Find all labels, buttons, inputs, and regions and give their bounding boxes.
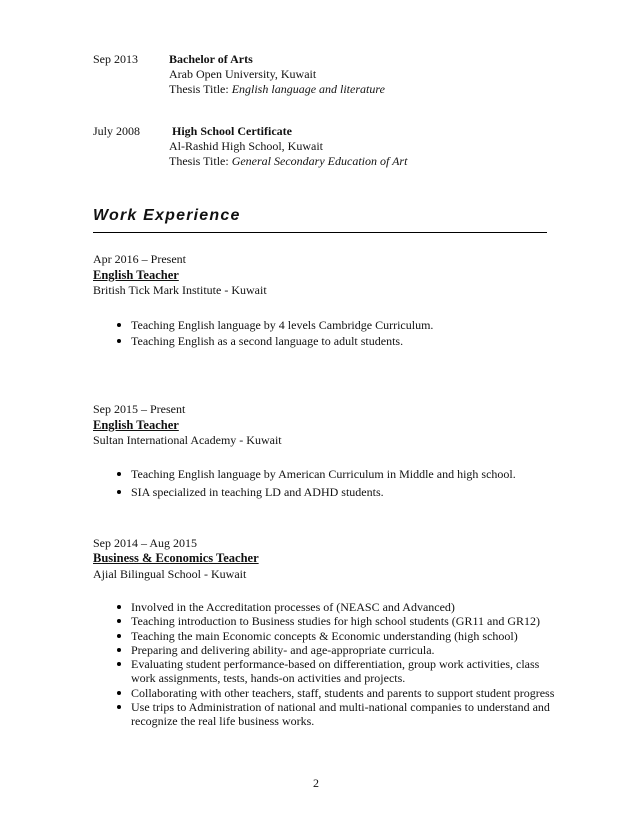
bullet-text: Teaching English as a second language to adult students. — [131, 334, 404, 349]
bullet-text: Teaching English language by American Curriculum in Middle and high school. — [131, 467, 516, 481]
bullet-item — [93, 700, 554, 714]
bullet-icon — [117, 648, 121, 652]
job-title: English Teacher — [93, 418, 179, 432]
education-date: July 2008 — [93, 124, 141, 138]
bullet-item — [93, 600, 554, 614]
job-employer: Sultan International Academy - Kuwait — [93, 433, 282, 447]
job-bullets — [93, 600, 554, 729]
thesis-title: General Secondary Education of Art — [231, 154, 408, 168]
bullet-icon — [117, 339, 121, 343]
bullet-item — [93, 318, 433, 332]
bullet-icon — [117, 705, 121, 709]
bullet-text: SIA specialized in teaching LD and ADHD students. — [131, 485, 384, 500]
thesis-label: Thesis Title: — [169, 154, 232, 168]
bullet-icon — [117, 634, 121, 638]
job-employer: Ajial Bilingual School - Kuwait — [93, 567, 247, 581]
education-institution: Al-Rashid High School, Kuwait — [169, 139, 323, 153]
bullet-text: recognize the real life business works. — [131, 714, 315, 729]
bullet-item — [93, 643, 554, 657]
education-thesis — [169, 154, 407, 168]
section-heading-work-experience: Work Experience — [93, 207, 241, 224]
education-date: Sep 2013 — [93, 52, 138, 66]
bullet-item — [93, 485, 516, 499]
job-title: Business & Economics Teacher — [93, 551, 259, 565]
bullet-icon — [117, 605, 121, 609]
bullet-icon — [117, 490, 121, 494]
bullet-icon — [117, 323, 121, 327]
bullet-text: Collaborating with other teachers, staff, students and parents to support student progress — [131, 685, 555, 700]
job-bullets — [93, 467, 516, 500]
bullet-text: Involved in the Accreditation processes of (NEASC and Advanced) — [131, 600, 455, 614]
bullet-icon — [117, 662, 121, 666]
bullet-item — [93, 467, 516, 481]
bullet-item — [93, 657, 554, 671]
thesis-label: Thesis Title: — [169, 82, 232, 96]
bullet-item — [93, 334, 433, 348]
bullet-item — [93, 686, 554, 700]
bullet-text: Teaching the main Economic concepts & Economic understanding (high school) — [131, 628, 518, 643]
bullet-continuation — [93, 671, 554, 685]
job-bullets — [93, 318, 433, 349]
education-thesis — [169, 82, 385, 96]
bullet-text: Evaluating student performance-based on differentiation, group work activities, class — [131, 657, 540, 672]
bullet-text: Use trips to Administration of national and multi-national companies to understand and — [131, 700, 550, 715]
page-number: 2 — [313, 776, 319, 790]
bullet-item — [93, 614, 554, 628]
bullet-icon — [117, 619, 121, 623]
education-degree: High School Certificate — [172, 124, 292, 138]
bullet-item — [93, 629, 554, 643]
job-employer: British Tick Mark Institute - Kuwait — [93, 283, 267, 297]
bullet-icon — [117, 691, 121, 695]
bullet-continuation — [93, 714, 554, 728]
education-institution: Arab Open University, Kuwait — [169, 67, 317, 81]
education-degree: Bachelor of Arts — [169, 52, 253, 66]
bullet-text: Teaching English language by 4 levels Cambridge Curriculum. — [131, 318, 434, 332]
job-date: Sep 2014 – Aug 2015 — [93, 536, 198, 550]
bullet-text: work assignments, tests, hands-on activities and projects. — [131, 671, 406, 686]
thesis-title: English language and literature — [231, 82, 385, 96]
bullet-icon — [117, 472, 121, 476]
section-divider — [93, 232, 547, 233]
job-date: Sep 2015 – Present — [93, 402, 186, 416]
bullet-text: Teaching introduction to Business studies for high school students (GR11 and GR12) — [131, 614, 541, 629]
job-date: Apr 2016 – Present — [93, 252, 186, 266]
job-title: English Teacher — [93, 268, 179, 282]
bullet-text: Preparing and delivering ability- and age-appropriate curricula. — [131, 642, 435, 657]
